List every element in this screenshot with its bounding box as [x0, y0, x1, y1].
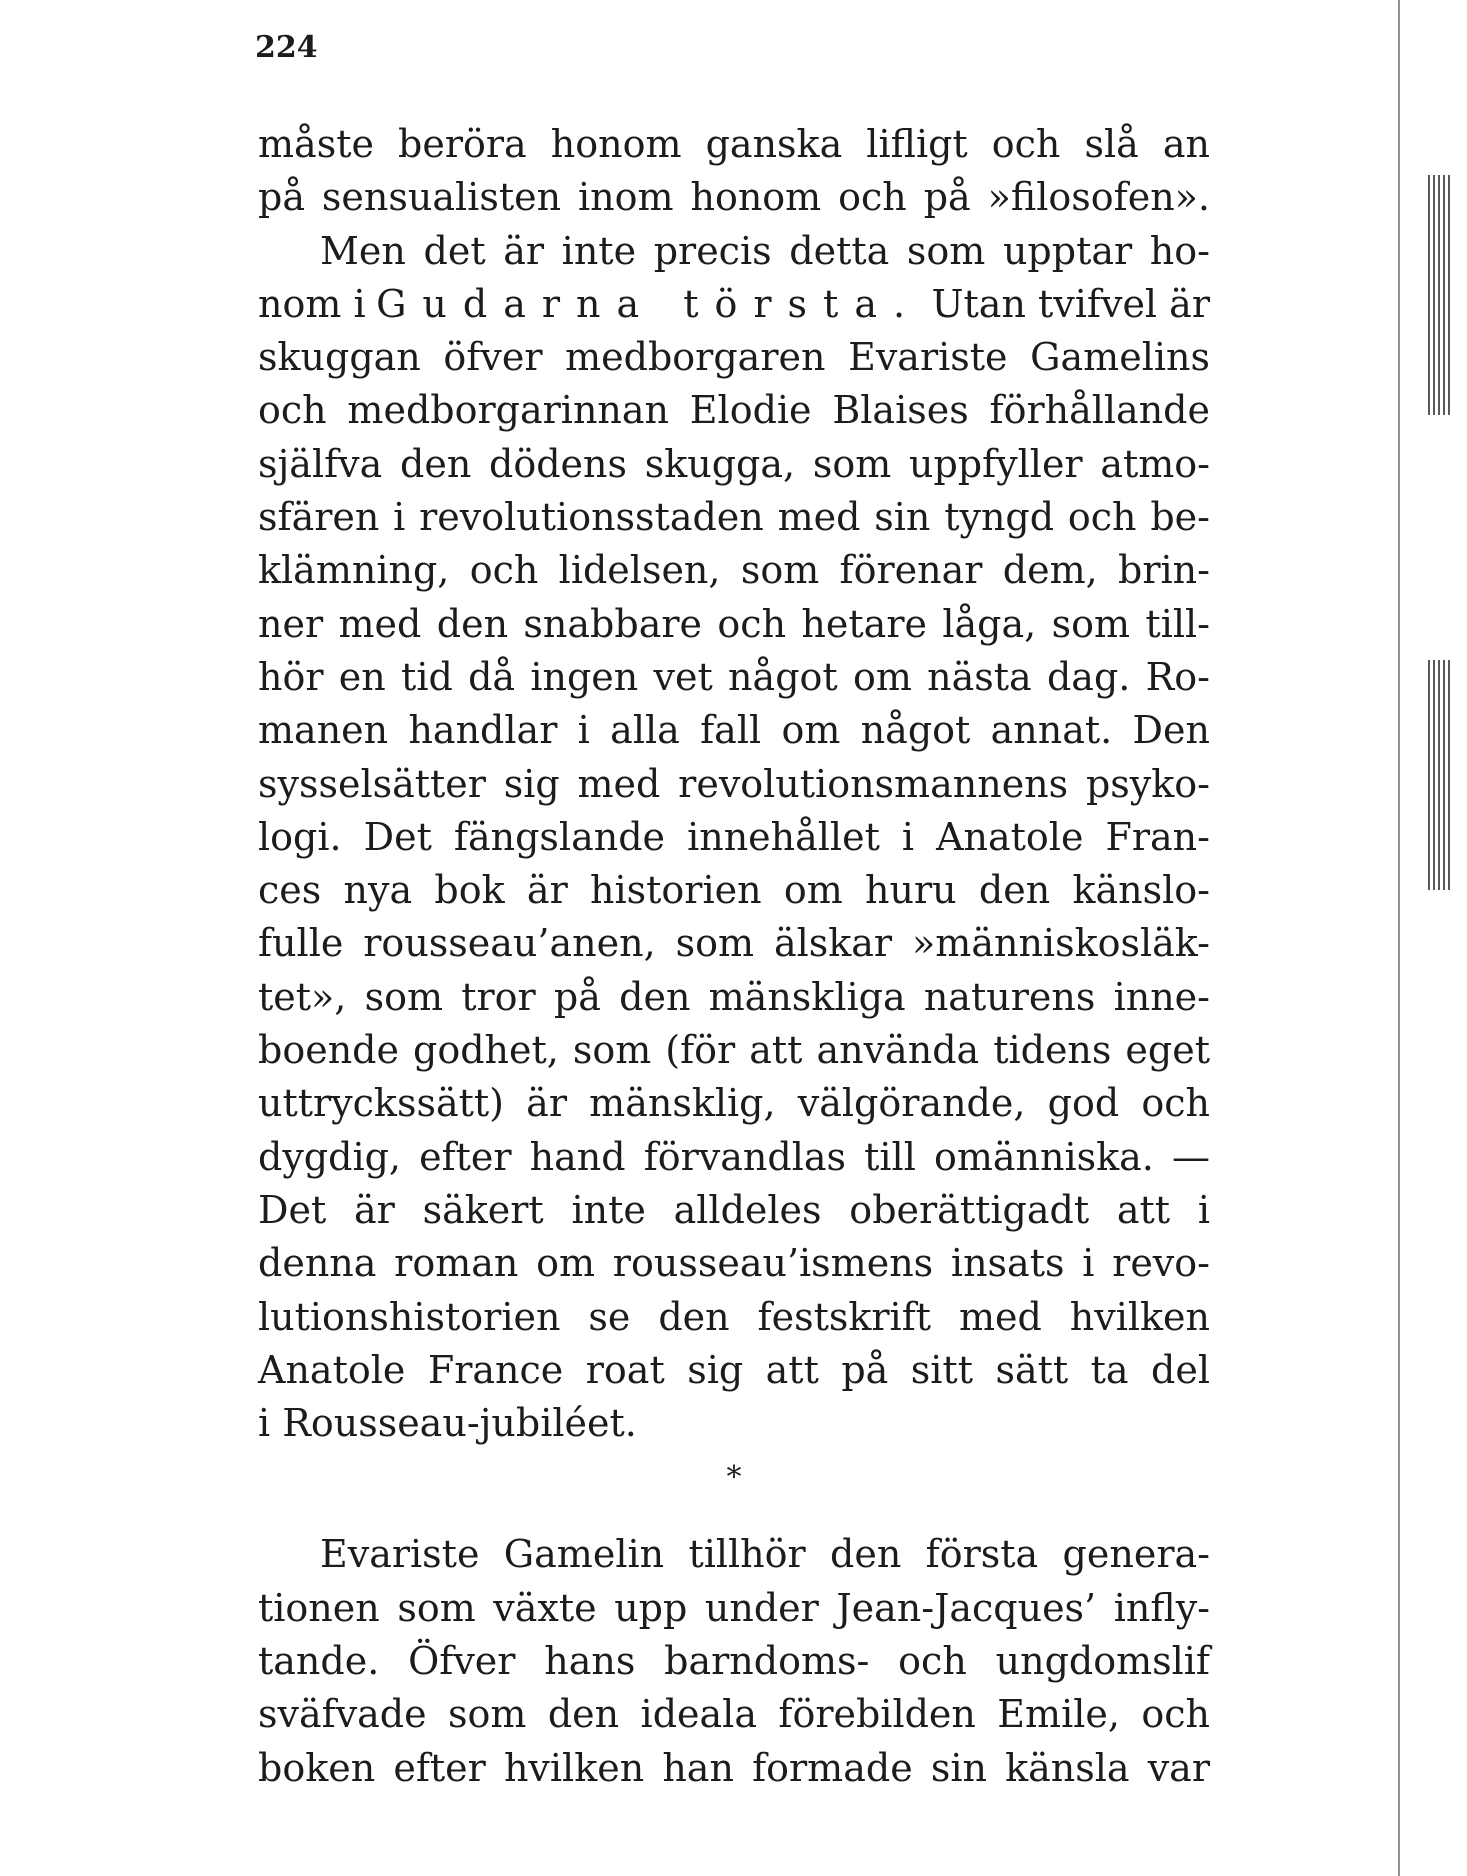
text-line: själfva den dödens skugga, som uppfyller atmo- [258, 441, 1210, 486]
text-line: måste beröra honom ganska lifligt och slå an [258, 122, 1210, 166]
text-line: sfären i revolutionsstaden med sin tyngd och be- [258, 495, 1210, 540]
text-line: Det är säkert inte alldeles oberättigadt att i [258, 1187, 1210, 1232]
scan-bleed-mark [1428, 175, 1450, 415]
scan-bleed-mark [1428, 660, 1450, 890]
text-line: boende godhet, som (för att använda tidens eget [258, 1028, 1210, 1073]
text-line: sysselsätter sig med revolutionsmannens psyko- [258, 761, 1210, 806]
section-separator-asterisk: * [726, 1460, 742, 1496]
text-line: hör en tid då ingen vet något om nästa dag. Ro- [258, 654, 1210, 699]
text-line: ner med den snabbare och hetare låga, som till- [258, 601, 1210, 646]
text-line: Men det är inte precis detta som upptar ho- [320, 228, 1210, 273]
scan-edge-line [1398, 0, 1400, 1876]
text-line: och medborgarinnan Elodie Blaises förhållande [258, 388, 1210, 433]
page-number: 224 [255, 30, 318, 65]
text-line: i Rousseau-jubiléet. [258, 1401, 637, 1446]
book-title-spaced: Gudarna törsta. [376, 281, 922, 326]
text-line: tet», som tror på den mänskliga naturens inne- [258, 974, 1210, 1019]
text-line: lutionshistorien se den festskrift med hvilken [258, 1294, 1210, 1339]
text-line: på sensualisten inom honom och på »filosofen». [258, 175, 1210, 220]
text-line: dygdig, efter hand förvandlas till omänniska. — [258, 1134, 1210, 1179]
text-fragment: Utan tvifvel är [931, 281, 1210, 326]
text-line: ces nya bok är historien om huru den känslo- [258, 868, 1210, 913]
text-line: klämning, och lidelsen, som förenar dem, brin- [258, 548, 1210, 593]
spacer [258, 1506, 1210, 1528]
text-line: skuggan öfver medborgaren Evariste Gamelins [258, 335, 1210, 380]
text-fragment: nom i [258, 281, 366, 326]
text-line-with-title [258, 278, 1210, 331]
text-line: denna roman om rousseau’ismens insats i revo- [258, 1241, 1210, 1286]
text-line: sväfvade som den ideala förebilden Emile, och [258, 1692, 1210, 1737]
text-line: uttryckssätt) är mänsklig, välgörande, god och [258, 1081, 1210, 1126]
text-line: fulle rousseau’anen, som älskar »människosläk- [258, 921, 1210, 966]
text-line: Anatole France roat sig att på sitt sätt ta del [258, 1347, 1210, 1392]
body-text [258, 118, 1210, 1795]
text-line: tande. Öfver hans barndoms- och ungdomslif [258, 1639, 1210, 1684]
text-line: Evariste Gamelin tillhör den första genera- [320, 1532, 1210, 1577]
text-line: manen handlar i alla fall om något annat. Den [258, 708, 1210, 753]
text-line: tionen som växte upp under Jean-Jacques’ infly- [258, 1585, 1210, 1630]
text-line: logi. Det fängslande innehållet i Anatole Fran- [258, 814, 1210, 859]
text-line: boken efter hvilken han formade sin känsla var [258, 1745, 1210, 1790]
